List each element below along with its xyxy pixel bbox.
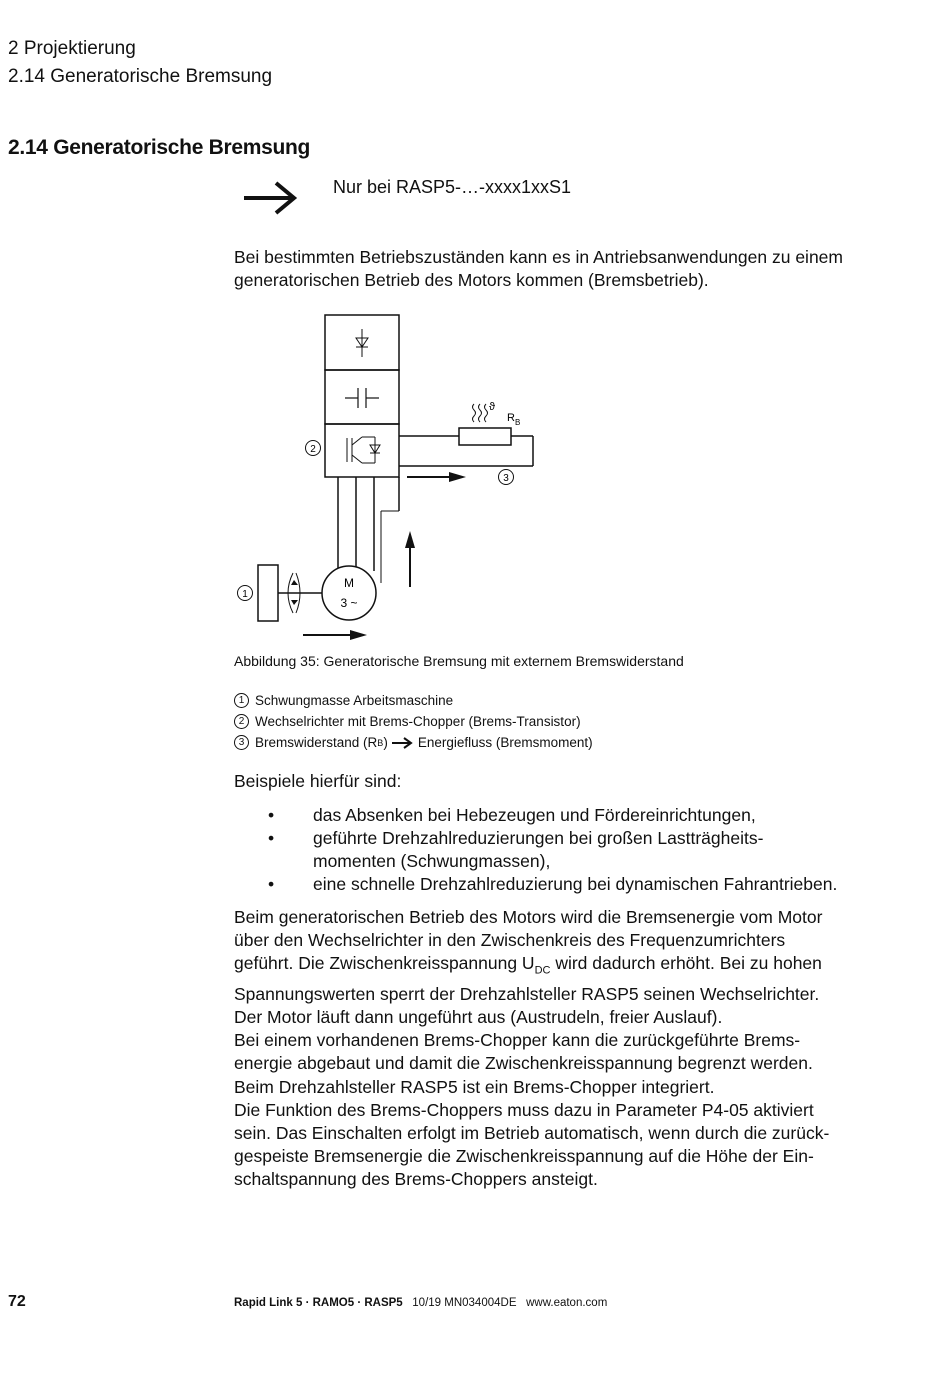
resistor-sub: B <box>515 418 521 427</box>
list-item: momenten (Schwungmassen), <box>313 851 551 871</box>
footer: Rapid Link 5 · RAMO5 · RASP5 10/19 MN034004DE www.eaton.com <box>234 1297 608 1309</box>
list-item: • das Absenken bei Hebezeugen und Fördereinrichtungen, <box>268 805 756 825</box>
braking-diagram <box>225 305 555 655</box>
legend-item: 3 Bremswiderstand (R B ) Energiefluss (Bremsmoment) <box>234 735 593 750</box>
dc-link-block <box>325 370 399 424</box>
heat-icon <box>473 404 488 422</box>
capacitor-icon <box>345 388 379 408</box>
paragraph-chopper: Beim Drehzahlsteller RASP5 ist ein Brems-Chopper integriert. Die Funktion des Brems-Choppers muss dazu in Parameter P4-05 aktiviert sein. Das Einschalten erfolgt im Betrieb automatisch, wenn durch die zurück- gespeiste Bremsenergie die Zwischenkreisspannung auf die Höhe der Ein- schaltspannung des Brems-Choppers ansteigt. <box>234 1077 830 1189</box>
arrow-right-icon <box>242 178 302 223</box>
list-item: • geführte Drehzahlreduzierungen bei großen Lastträgheits- <box>268 828 764 848</box>
figure-caption: Abbildung 35: Generatorische Bremsung mit externem Bremswiderstand <box>234 653 684 669</box>
resistor-label: R <box>507 412 515 424</box>
page-number: 72 <box>8 1293 26 1310</box>
flywheel-mass <box>258 565 278 621</box>
diode-icon <box>356 329 368 357</box>
running-header-section: 2.14 Generatorische Bremsung <box>8 66 273 87</box>
motor-label: M <box>344 576 354 590</box>
list-item: • eine schnelle Drehzahlreduzierung bei dynamischen Fahrantrieben. <box>268 874 838 894</box>
motor-phase: 3 ~ <box>340 596 358 610</box>
motor <box>322 566 376 620</box>
theta-label: ϑ <box>489 401 496 413</box>
section-heading: 2.14 Generatorische Bremsung <box>8 136 311 159</box>
brake-resistor <box>459 428 511 445</box>
transistor-icon <box>347 437 380 463</box>
paragraph-braking: Beim generatorischen Betrieb des Motors wird die Bremsenergie vom Motor über den Wechselrichter in den Zwischenkreis des Frequenzumrichters geführt. Die Zwischenkreisspannung $U_{DC}$ wird dadurch erhöht. Bei zu hohen Spannungswerten sperrt der Drehzahlsteller RASP5 seinen Wechselrichter. Der Motor läuft dann ungeführt aus (Austrudeln, freier Auslauf). Bei einem vorhandenen Brems-Chopper kann die zurückgeführte Brems- energie abgebaut und damit die Zwischenkreisspannung begrenzt werden. <box>234 907 823 1073</box>
marker-2: 2 <box>310 444 316 455</box>
marker-1: 1 <box>242 589 248 600</box>
legend-item: 1 Schwungmasse Arbeitsmaschine <box>234 693 453 708</box>
inverter-block <box>325 424 399 477</box>
legend-item: 2 Wechselrichter mit Brems-Chopper (Brems-Transistor) <box>234 714 581 729</box>
intro-paragraph: Bei bestimmten Betriebszuständen kann es in Antriebsanwendungen zu einem generatorischen Betrieb des Motors kommen (Bremsbetrieb). <box>234 247 843 290</box>
running-header-chapter: 2 Projektierung <box>8 38 136 59</box>
arrow-right-icon <box>390 736 416 750</box>
marker-3: 3 <box>503 473 509 484</box>
bullet-list <box>234 804 914 896</box>
examples-intro: Beispiele hierfür sind: <box>234 771 402 791</box>
note-text: Nur bei RASP5-…-xxxx1xxS1 <box>333 177 572 197</box>
